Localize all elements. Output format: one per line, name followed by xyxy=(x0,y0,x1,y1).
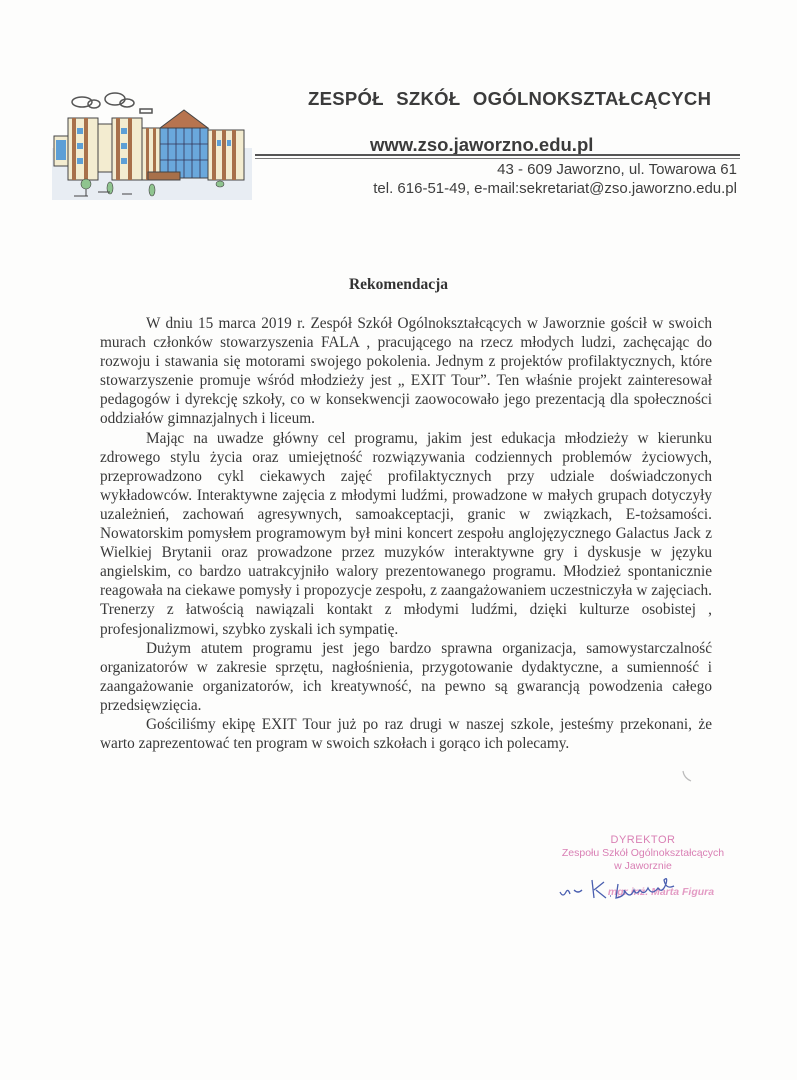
school-logo xyxy=(52,88,252,200)
paragraph: Gościliśmy ekipę EXIT Tour już po raz drugi w naszej szkole, jesteśmy przekonani, że warto zaprezentować ten program w swoich szkołach i gorąco ich polecamy. xyxy=(100,715,712,753)
stamp-title: DYREKTOR xyxy=(610,834,676,846)
paragraph: W dniu 15 marca 2019 r. Zespół Szkół Ogólnokształcących w Jaworznie gościł w swoich murach członków stowarzyszenia FALA , pracującego na rzecz młodych ludzi, zachęcając do rozwoju i stawania się motorami swojego pokolenia. Jednym z projektów profilaktycznych, które stowarzyszenie promuje wśród młodzieży jest „ EXIT Tour”. Ten właśnie projekt zainteresował pedagogów i dyrekcję szkoły, co w konsekwencji zaowocowało jego prezentacją dla społeczności oddziałów gimnazjalnych i liceum. xyxy=(100,315,712,428)
school-contact: tel. 616-51-49, e-mail:sekretariat@zso.jaworzno.edu.pl xyxy=(373,180,737,197)
stamp-name: mgr inż. Marta Figura xyxy=(607,886,715,898)
header-divider xyxy=(255,154,740,159)
paragraph: Dużym atutem programu jest jego bardzo sprawna organizacja, samowystarczalność organizatorów w zakresie sprzętu, nagłośnienia, przygotowanie dydaktyczne, a sumienność i zaangażowanie organizatorów, ich kreatywność, na pewno są gwarancją powodzenia całego przedsięwzięcia. xyxy=(100,639,712,714)
school-website-link[interactable]: www.zso.jaworzno.edu.pl xyxy=(370,134,594,155)
pen-mark-icon xyxy=(680,769,694,783)
document-body xyxy=(100,314,712,753)
stamp-school: Zespołu Szkół Ogólnokształcących xyxy=(561,847,725,859)
stamp-city: w Jaworznie xyxy=(614,860,672,872)
document-title: Rekomendacja xyxy=(348,276,449,293)
signature-icon xyxy=(558,876,708,906)
school-building-icon xyxy=(52,88,252,200)
paragraph: Mając na uwadze główny cel programu, jakim jest edukacja młodzieży w kierunku zdrowego stylu życia oraz umiejętność rozwiązywania codziennych problemów życiowych, przeprowadzono cykl ciekawych zajęć profilaktycznych przy udziale doświadczonych wykładowców. Interaktywne zajęcia z młodymi ludźmi, prowadzone w małych grupach dotyczyły uzależnień, zachowań agresywnych, samoakceptacji, granic w związkach, E-tożsamości. Nowatorskim pomysłem programowym był mini koncert zespołu anglojęzycznego Galactus Jack z Wielkiej Brytanii oraz prowadzone przez muzyków interaktywne gry i dyskusje w języku angielskim, co bardzo uatrakcyjniło walory prezentowanego programu. Młodzież spontanicznie reagowała na ciekawe pomysły i propozycje zespołu, z zaangażowaniem uczestniczyła w zajęciach. Trenerzy z łatwością nawiązali kontakt z młodymi ludźmi, dzięki kulturze osobistej , profesjonalizmowi, szybko zyskali ich sympatię. xyxy=(100,429,712,638)
school-address: 43 - 609 Jaworzno, ul. Towarowa 61 xyxy=(497,161,737,178)
school-name: ZESPÓŁ SZKÓŁ OGÓLNOKSZTAŁCĄCYCH xyxy=(308,88,712,109)
